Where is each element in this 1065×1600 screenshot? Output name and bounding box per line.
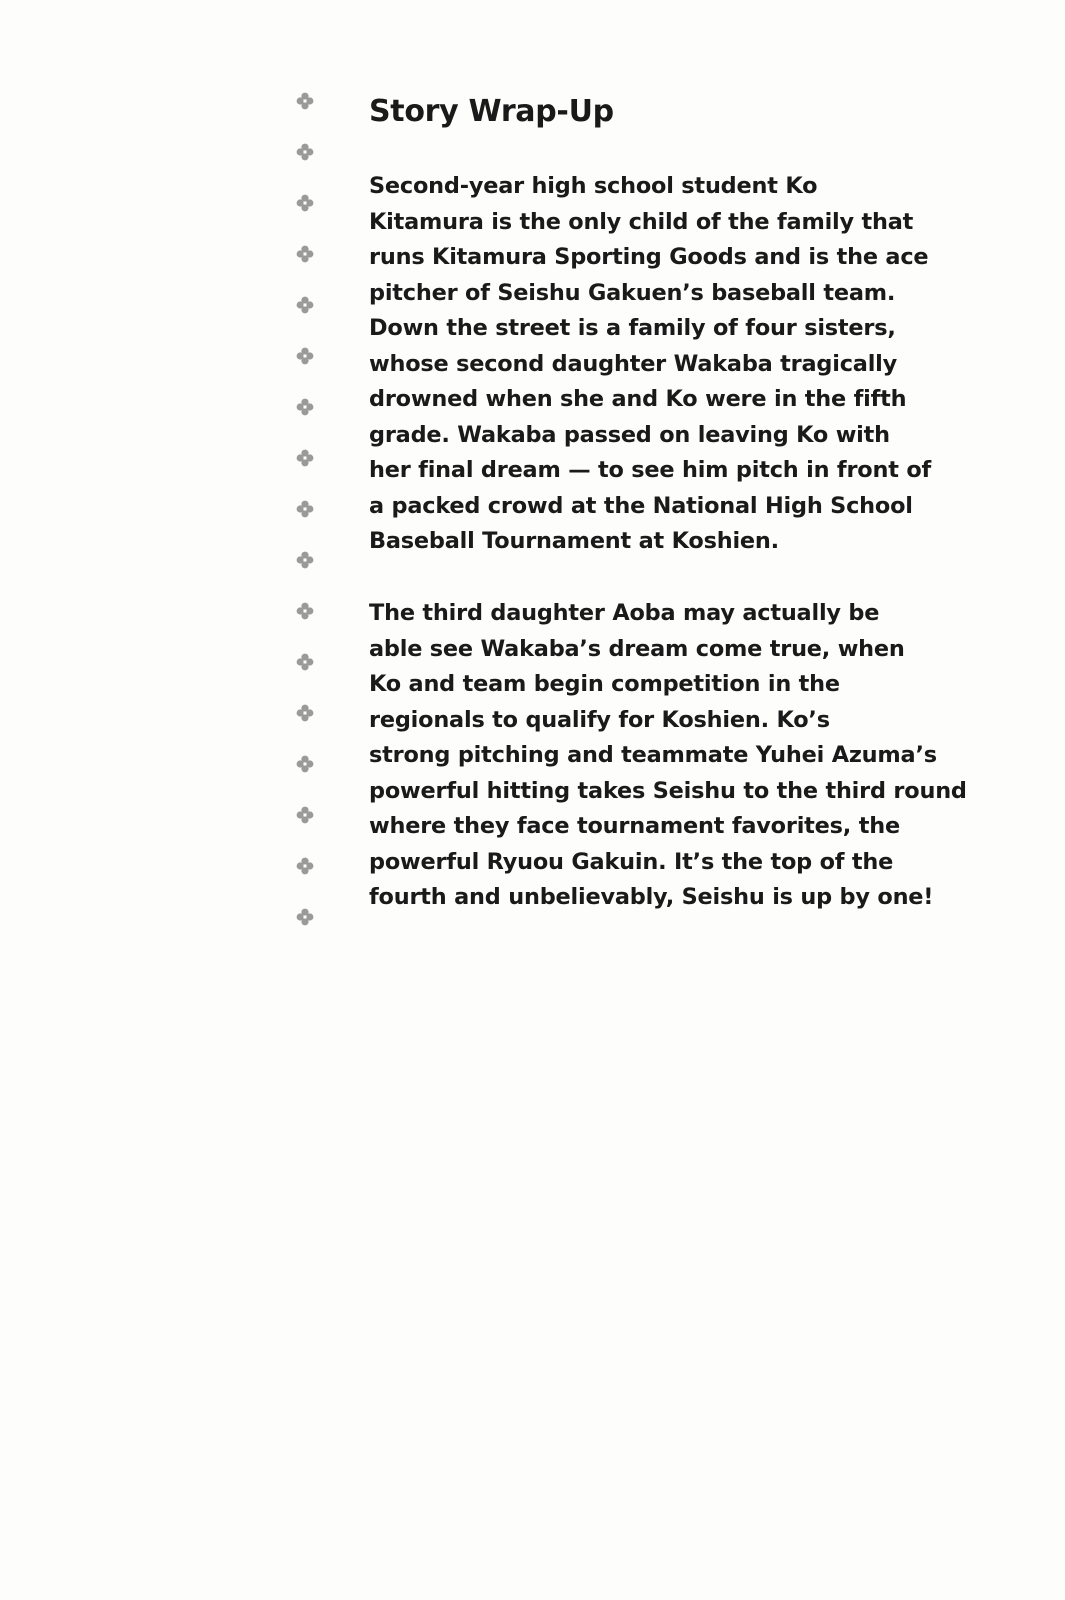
text-line: Baseball Tournament at Koshien.: [369, 528, 779, 554]
clover-icon: [296, 194, 314, 212]
text-line: where they face tournament favorites, the: [369, 813, 900, 839]
text-line: Ko and team begin competition in the: [369, 671, 840, 697]
clover-icon: [296, 908, 314, 926]
clover-icon: [296, 92, 314, 110]
text-line: Second-year high school student Ko: [369, 173, 818, 199]
text-line: The third daughter Aoba may actually be: [369, 600, 880, 626]
clover-icon: [296, 143, 314, 161]
paragraph-2: [369, 596, 967, 916]
clover-icon: [296, 551, 314, 569]
clover-icon: [296, 296, 314, 314]
clover-icon: [296, 245, 314, 263]
text-line: a packed crowd at the National High School: [369, 492, 913, 519]
text-line: fourth and unbelievably, Seishu is up by one!: [369, 884, 934, 910]
text-line: drowned when she and Ko were in the fifth: [369, 386, 907, 412]
clover-icon: [296, 653, 314, 671]
text-line: Kitamura is the only child of the family that: [369, 208, 914, 235]
paragraph-1: [369, 169, 931, 560]
text-line: powerful Ryuou Gakuin. It’s the top of the: [369, 848, 894, 875]
clover-icon: [296, 398, 314, 416]
clover-icon: [296, 347, 314, 365]
text-line: runs Kitamura Sporting Goods and is the ace: [369, 244, 929, 270]
clover-icon: [296, 755, 314, 773]
text-line: strong pitching and teammate Yuhei Azuma’s: [369, 742, 937, 768]
text-line: regionals to qualify for Koshien. Ko’s: [369, 706, 830, 733]
text-line: whose second daughter Wakaba tragically: [369, 350, 898, 377]
clover-icon: [296, 449, 314, 467]
text-line: pitcher of Seishu Gakuen’s baseball team.: [369, 279, 896, 306]
text-line: able see Wakaba’s dream come true, when: [369, 635, 905, 662]
clover-icon: [296, 602, 314, 620]
clover-icon: [296, 806, 314, 824]
text-line: powerful hitting takes Seishu to the third round: [369, 777, 967, 804]
page-title: Story Wrap-Up: [369, 94, 614, 129]
clover-icon: [296, 857, 314, 875]
clover-icon: [296, 704, 314, 722]
text-line: grade. Wakaba passed on leaving Ko with: [369, 421, 890, 448]
text-line: Down the street is a family of four sisters,: [369, 315, 896, 341]
clover-icon: [296, 500, 314, 518]
text-line: her final dream — to see him pitch in front of: [369, 457, 932, 483]
